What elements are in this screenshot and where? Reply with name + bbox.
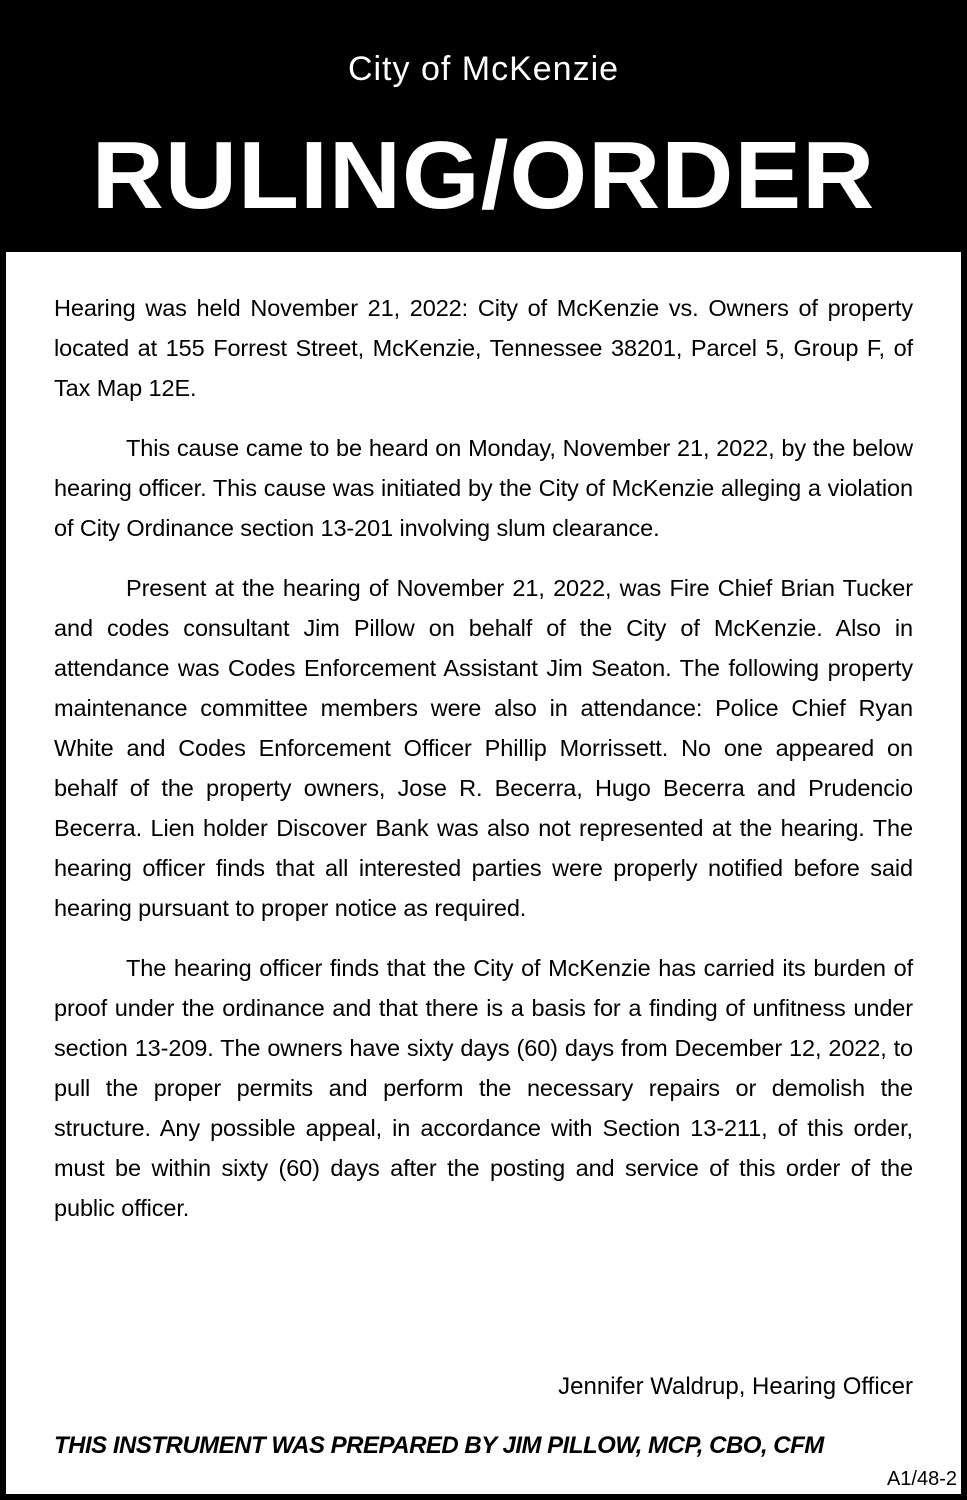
notice-title: RULING/ORDER (91, 122, 876, 229)
prepared-by-line: THIS INSTRUMENT WAS PREPARED BY JIM PILLOW, MCP, CBO, CFM (54, 1432, 824, 1459)
reference-code: A1/48-2 (886, 1468, 957, 1490)
paragraph-cause: This cause came to be heard on Monday, November 21, 2022, by the below hearing officer. This cause was initiated by the City of McKenzie alleging a violation of City Ordinance section 13-201 involving slum clearance. (54, 435, 913, 541)
paragraph-findings: The hearing officer finds that the City of McKenzie has carried its burden of proof under the ordinance and that there is a basis for a finding of unfitness under section 13-209. The owners have sixty days (60) days from December 12, 2022, to pull the proper permits and perform the necessary repairs or demolish the structure. Any possible appeal, in accordance with Section 13-211, of this order, must be within sixty (60) days after the posting and service of this order of the public officer. (54, 955, 913, 1221)
city-name: City of McKenzie (347, 50, 620, 88)
notice-body (54, 288, 913, 1248)
signature-line: Jennifer Waldrup, Hearing Officer (558, 1373, 913, 1400)
paragraph-attendance: Present at the hearing of November 21, 2022, was Fire Chief Brian Tucker and codes consultant Jim Pillow on behalf of the City of McKenzie. Also in attendance was Codes Enforcement Assistant Jim Seaton. The following property maintenance committee members were also in attendance: Police Chief Ryan White and Codes Enforcement Officer Phillip Morrissett. No one appeared on behalf of the property owners, Jose R. Becerra, Hugo Becerra and Prudencio Becerra. Lien holder Discover Bank was also not represented at the hearing. The hearing officer finds that all interested parties were properly notified before said hearing pursuant to proper notice as required. (54, 575, 913, 921)
paragraph-hearing-held: Hearing was held November 21, 2022: City of McKenzie vs. Owners of property located at 155 Forrest Street, McKenzie, Tennessee 38201, Parcel 5, Group F, of Tax Map 12E. (54, 295, 913, 401)
notice-header (6, 6, 961, 252)
